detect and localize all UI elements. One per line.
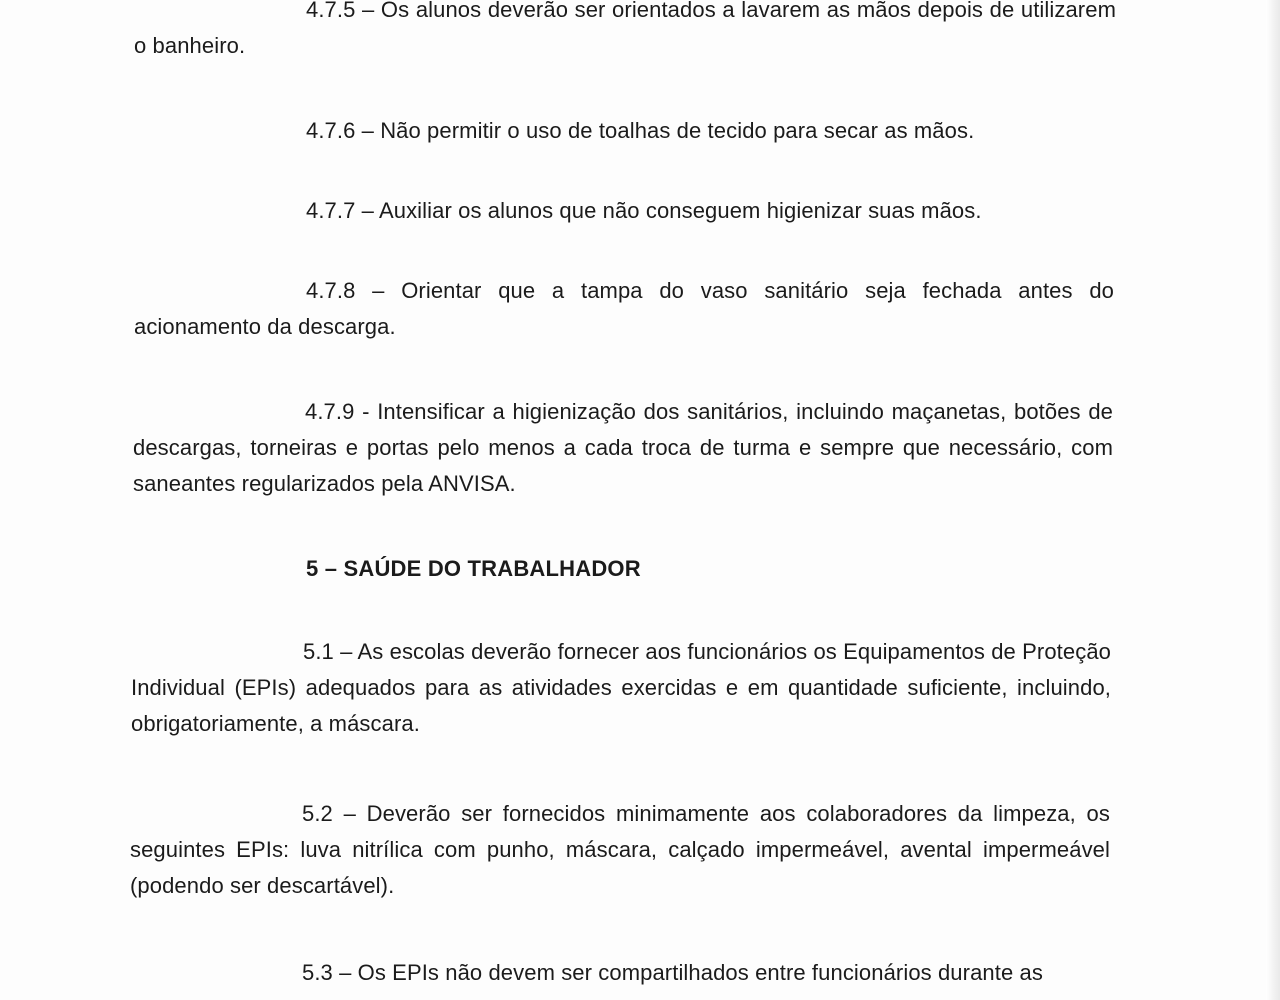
paragraph-5-2: 5.2 – Deverão ser fornecidos minimamente aos colaboradores da limpeza, os seguintes EPIs: luva nitrílica com punho, máscara, calçado impermeável, avental impermeável (podendo ser descartável).	[130, 801, 1110, 898]
paragraph-4-7-8: 4.7.8 – Orientar que a tampa do vaso sanitário seja fechada antes do acionamento da descarga.	[134, 278, 1114, 339]
paragraph-5-1: 5.1 – As escolas deverão fornecer aos funcionários os Equipamentos de Proteção Individual (EPIs) adequados para as atividades exercidas e em quantidade suficiente, incluindo, obrigatoriamente, a máscara.	[131, 639, 1111, 736]
paragraph-4-7-5: 4.7.5 – Os alunos deverão ser orientados a lavarem as mãos depois de utilizarem o banheiro.	[134, 0, 1116, 58]
paragraph-4-7-6: 4.7.6 – Não permitir o uso de toalhas de tecido para secar as mãos.	[306, 118, 975, 143]
section-heading: 5 – SAÚDE DO TRABALHADOR	[306, 556, 641, 581]
paragraph-4-7-7: 4.7.7 – Auxiliar os alunos que não conseguem higienizar suas mãos.	[306, 198, 982, 223]
paragraph-5-3: 5.3 – Os EPIs não devem ser compartilhados entre funcionários durante as	[302, 960, 1043, 985]
paragraph-4-7-9: 4.7.9 - Intensificar a higienização dos sanitários, incluindo maçanetas, botões de descargas, torneiras e portas pelo menos a cada troca de turma e sempre que necessário, com saneantes regularizados pela ANVISA.	[133, 399, 1113, 496]
scan-edge-shadow	[1266, 0, 1280, 1000]
